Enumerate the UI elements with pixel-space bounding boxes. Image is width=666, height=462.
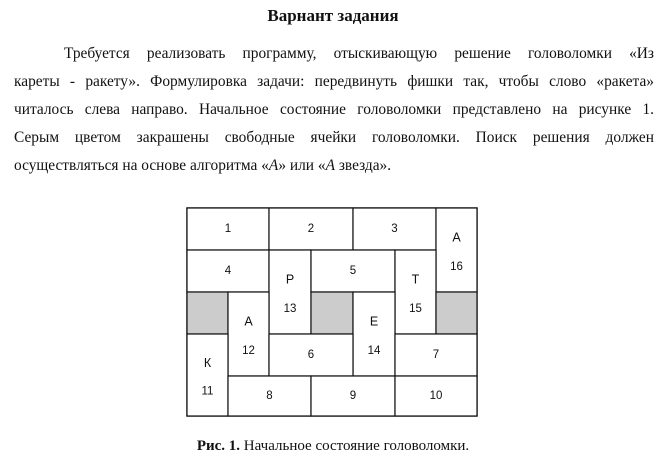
puzzle-tile [228, 292, 269, 376]
paragraph-line-4: Серым цветом закрашены свободные ячейки головоломки. Поиск решения должен [14, 129, 654, 146]
empty-cell [436, 292, 477, 334]
puzzle-tile [311, 376, 395, 416]
task-paragraph [14, 40, 654, 180]
tile-rect [228, 292, 269, 376]
figure-caption [0, 436, 666, 456]
puzzle-tile [269, 250, 311, 334]
line5-text-before: осуществляться на основе алгоритма « [14, 157, 269, 174]
algorithm-a-italic: A [268, 157, 279, 174]
tile-number: 14 [367, 344, 381, 357]
tile-rect [436, 208, 477, 292]
puzzle-tile [269, 334, 353, 376]
tile-letter: Е [369, 314, 379, 329]
tile-number: 7 [432, 349, 440, 362]
tile-number: 6 [307, 349, 315, 362]
puzzle-tile [395, 250, 436, 334]
puzzle-tile [353, 292, 395, 376]
algorithm-a-star-italic: A [325, 157, 335, 174]
puzzle-tile [395, 376, 477, 416]
tile-number: 13 [283, 302, 297, 315]
puzzle-tile [187, 208, 269, 250]
puzzle-tile [311, 250, 395, 292]
puzzle-figure [186, 207, 478, 419]
tile-rect [395, 250, 436, 334]
empty-cell-rect [187, 292, 228, 334]
line5-text-after: звезда». [334, 157, 392, 174]
tile-number: 3 [391, 223, 398, 236]
caption-label: Рис. 1. [196, 438, 241, 454]
tile-number: 8 [266, 390, 273, 403]
tile-number: 16 [450, 260, 463, 273]
puzzle-tile [187, 334, 228, 416]
tile-letter: Р [285, 272, 295, 287]
paragraph-line-1: Требуется реализовать программу, отыскивающую решение головоломки «Из [64, 45, 654, 62]
puzzle-tile [436, 208, 477, 292]
tile-letter: А [452, 230, 461, 245]
tile-number: 10 [429, 390, 443, 403]
empty-cell [311, 292, 353, 334]
tile-number: 9 [349, 390, 357, 403]
tile-letter: Т [411, 272, 420, 287]
tile-rect [353, 292, 395, 376]
tile-letter: А [244, 314, 253, 329]
task-heading: Варнант задания [267, 6, 399, 25]
tile-rect [269, 250, 311, 334]
empty-cell-rect [436, 292, 477, 334]
paragraph-line-3: читалось слева направо. Начальное состояние головоломки представлено на рисунке 1. [14, 101, 654, 118]
puzzle-tile [353, 208, 436, 250]
empty-cell [187, 292, 228, 334]
puzzle-tile [269, 208, 353, 250]
tile-number: 4 [224, 265, 232, 278]
puzzle-tile [395, 334, 477, 376]
caption-text: Начальное состояние головоломки. [240, 438, 470, 454]
puzzle-tile [228, 376, 311, 416]
tile-number: 5 [349, 265, 357, 278]
puzzle-tiles [187, 208, 477, 416]
paragraph-line-2: кареты - ракету». Формулировка задачи: передвинуть фишки так, чтобы слово «ракета» [14, 73, 654, 90]
puzzle-tile [187, 250, 269, 292]
empty-cell-rect [311, 292, 353, 334]
tile-number: 11 [201, 385, 214, 398]
tile-number: 15 [409, 302, 422, 315]
tile-letter: К [203, 355, 212, 370]
tile-number: 1 [224, 223, 232, 236]
tile-number: 2 [307, 223, 315, 236]
tile-number: 12 [242, 344, 255, 357]
paragraph-line-5 [14, 152, 654, 180]
tile-rect [187, 334, 228, 416]
line5-text-middle: » или « [278, 157, 326, 174]
